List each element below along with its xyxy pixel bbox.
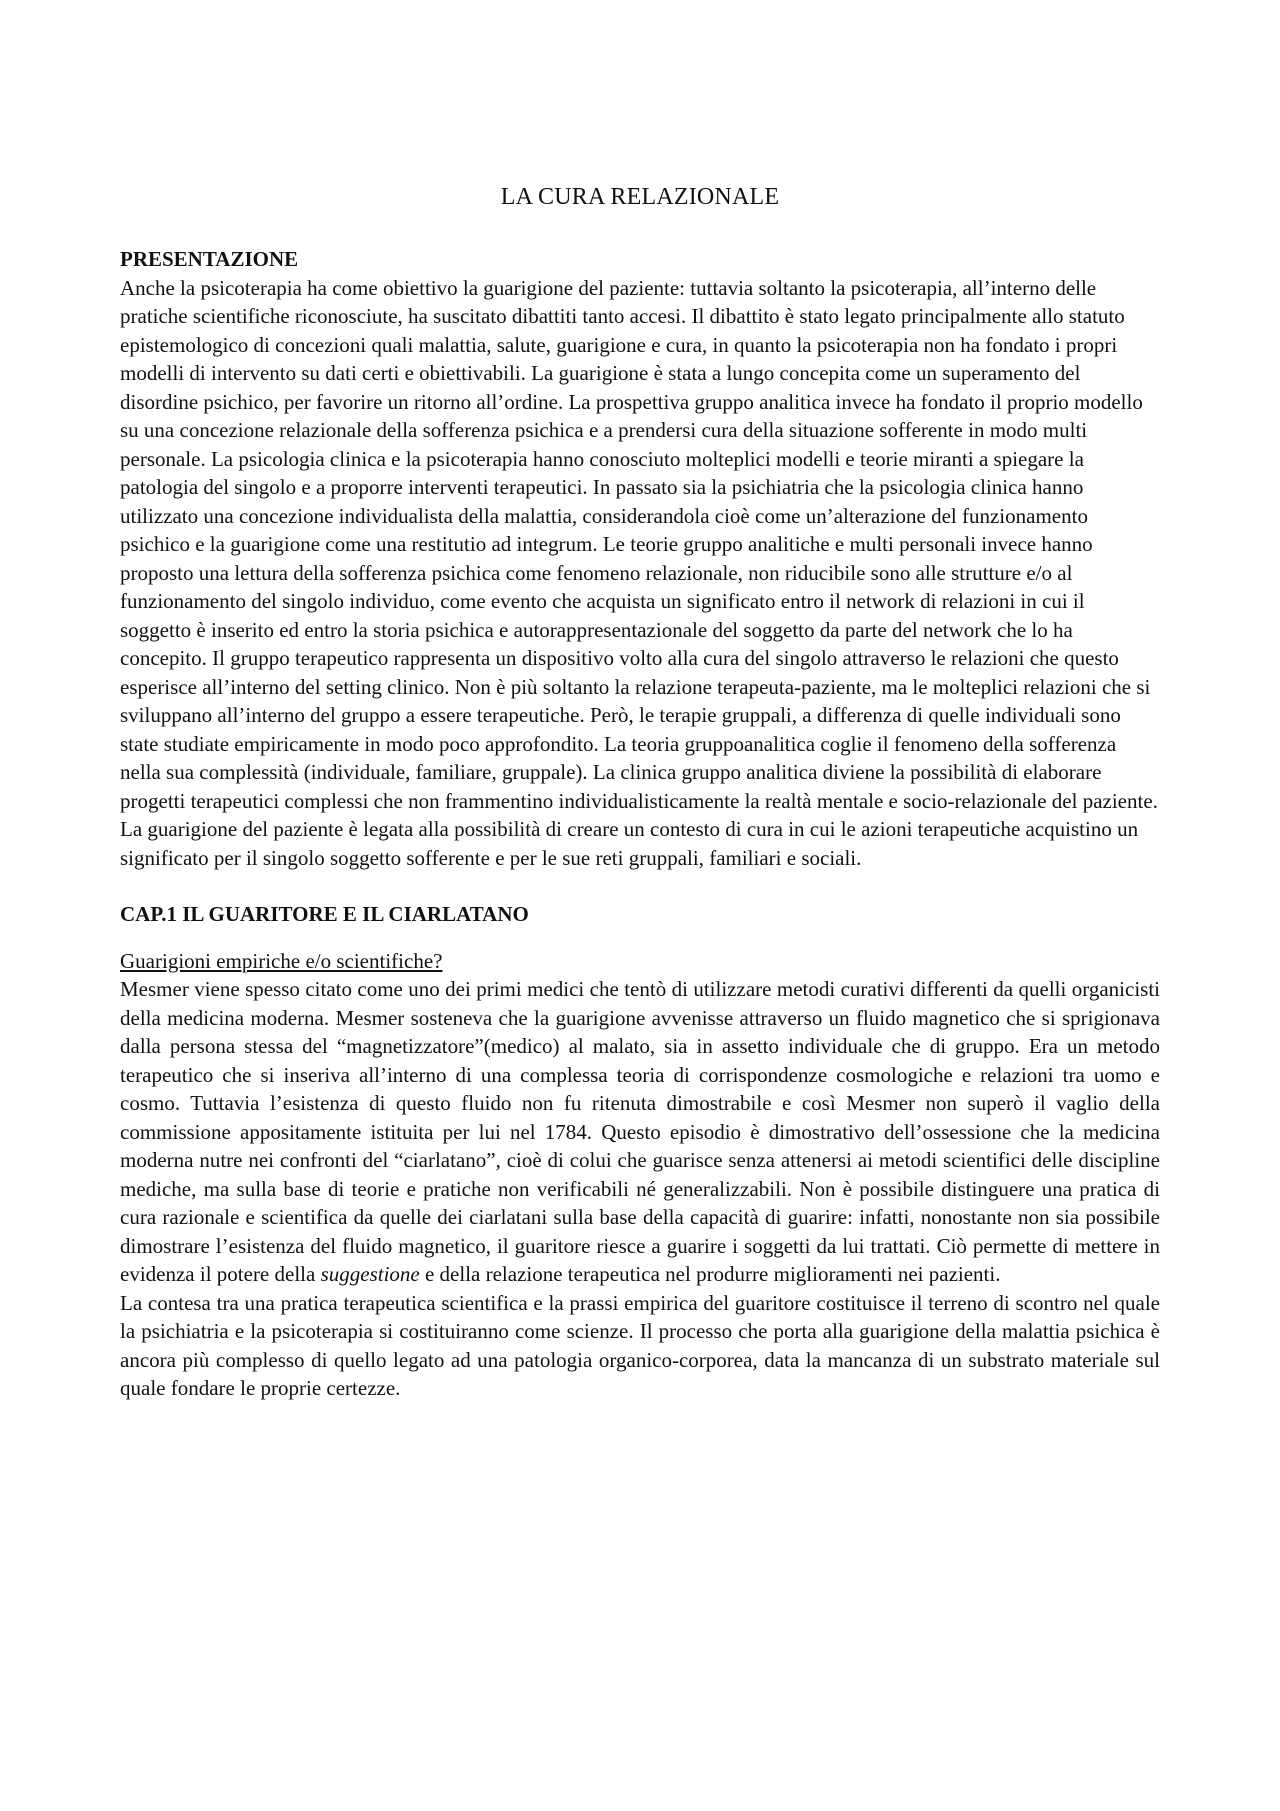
chapter-1-paragraph-1-text: Mesmer viene spesso citato come uno dei primi medici che tentò di utilizzare metodi curativi differenti da quelli organicisti della medicina moderna. Mesmer sosteneva che la guarigione avvenisse attraverso un fluido magnetico che si sprigionava dalla persona stessa del “magnetizzatore”(medico) al malato, sia in assetto individuale che di gruppo. Era un metodo terapeutico che si inseriva all’interno di una complessa teoria di corrispondenze cosmologiche e relazioni tra uomo e cosmo. Tuttavia l’esistenza di questo fluido non fu ritenuta dimostrabile e così Mesmer non superò il vaglio della commissione appositamente istituita per lui nel 1784. Questo episodio è dimostrativo dell’ossessione che la medicina moderna nutre nei confronti del “ciarlatano”, cioè di colui che guarisce senza attenersi ai metodi scientifici delle discipline mediche, ma sulla base di teorie e pratiche non verificabili né generalizzabili. Non è possibile distinguere una pratica di cura razionale e scientifica da quelle dei ciarlatani sulla base della capacità di guarire: infatti, nonostante non sia possibile dimostrare l’esistenza del fluido magnetico, il guaritore riesce a guarire i soggetti da lui trattati. Ciò permette di mettere in evidenza il potere della	[120, 977, 1160, 1286]
chapter-1-paragraph-1	[120, 975, 1160, 1289]
chapter-1-heading: CAP.1 IL GUARITORE E IL CIARLATANO	[120, 902, 529, 926]
section-heading-presentazione: PRESENTAZIONE	[120, 247, 299, 271]
subheading-spacer	[120, 929, 1160, 947]
presentazione-paragraph: Anche la psicoterapia ha come obiettivo la guarigione del paziente: tuttavia soltanto la psicoterapia, all’interno delle pratiche scientifiche riconosciute, ha suscitato dibattiti tanto accesi. Il dibattito è stato legato principalmente allo statuto epistemologico di concezioni quali malattia, salute, guarigione e cura, in quanto la psicoterapia non ha fondato i propri modelli di intervento su dati certi e obiettivabili. La guarigione è stata a lungo concepita come un superamento del disordine psichico, per favorire un ritorno all’ordine. La prospettiva gruppo analitica invece ha fondato il proprio modello su una concezione relazionale della sofferenza psichica e a prendersi cura della situazione sofferente in modo multi personale. La psicologia clinica e la psicoterapia hanno conosciuto molteplici modelli e teorie miranti a spiegare la patologia del singolo e a proporre interventi terapeutici. In passato sia la psichiatria che la psicologia clinica hanno utilizzato una concezione individualista della malattia, considerandola cioè come un’alterazione del funzionamento psichico e la guarigione come una restitutio ad integrum. Le teorie gruppo analitiche e multi personali invece hanno proposto una lettura della sofferenza psichica come fenomeno relazionale, non riducibile sono alle strutture e/o al funzionamento del singolo individuo, come evento che acquista un significato entro il network di relazioni in cui il soggetto è inserito ed entro la storia psichica e autorappresentazionale del soggetto da parte del network che lo ha concepito. Il gruppo terapeutico rappresenta un dispositivo volto alla cura del singolo attraverso le relazioni che questo esperisce all’interno del setting clinico. Non è più soltanto la relazione terapeuta-paziente, ma le molteplici relazioni che si sviluppano all’interno del gruppo a essere terapeutiche. Però, le terapie gruppali, a differenza di quelle individuali sono state studiate empiricamente in modo poco approfondito. La teoria gruppoanalitica coglie il fenomeno della sofferenza nella sua complessità (individuale, familiare, gruppale). La clinica gruppo analitica diviene la possibilità di elaborare progetti terapeutici complessi che non frammentino individualisticamente la realtà mentale e socio-relazionale del paziente. La guarigione del paziente è legata alla possibilità di creare un contesto di cura in cui le azioni terapeutiche acquistino un significato per il singolo soggetto sofferente e per le sue reti gruppali, familiari e sociali.	[120, 275, 1158, 870]
subheading-guarigioni: Guarigioni empiriche e/o scientifiche?	[120, 948, 443, 973]
emphasis-suggestione: suggestione	[320, 1262, 420, 1286]
document-body	[120, 245, 1160, 1403]
chapter-1-paragraph-1-tail: e della relazione terapeutica nel produrre miglioramenti nei pazienti.	[419, 1262, 1001, 1286]
document-title: LA CURA RELAZIONALE	[500, 184, 780, 210]
section-spacer	[120, 872, 1160, 900]
chapter-1-paragraph-2: La contesa tra una pratica terapeutica scientifica e la prassi empirica del guaritore costituisce il terreno di scontro nel quale la psichiatria e la psicoterapia si costituiranno come scienze. Il processo che porta alla guarigione della malattia psichica è ancora più complesso di quello legato ad una patologia organico-corporea, data la mancanza di un substrato materiale sul quale fondare le proprie certezze.	[120, 1290, 1160, 1400]
